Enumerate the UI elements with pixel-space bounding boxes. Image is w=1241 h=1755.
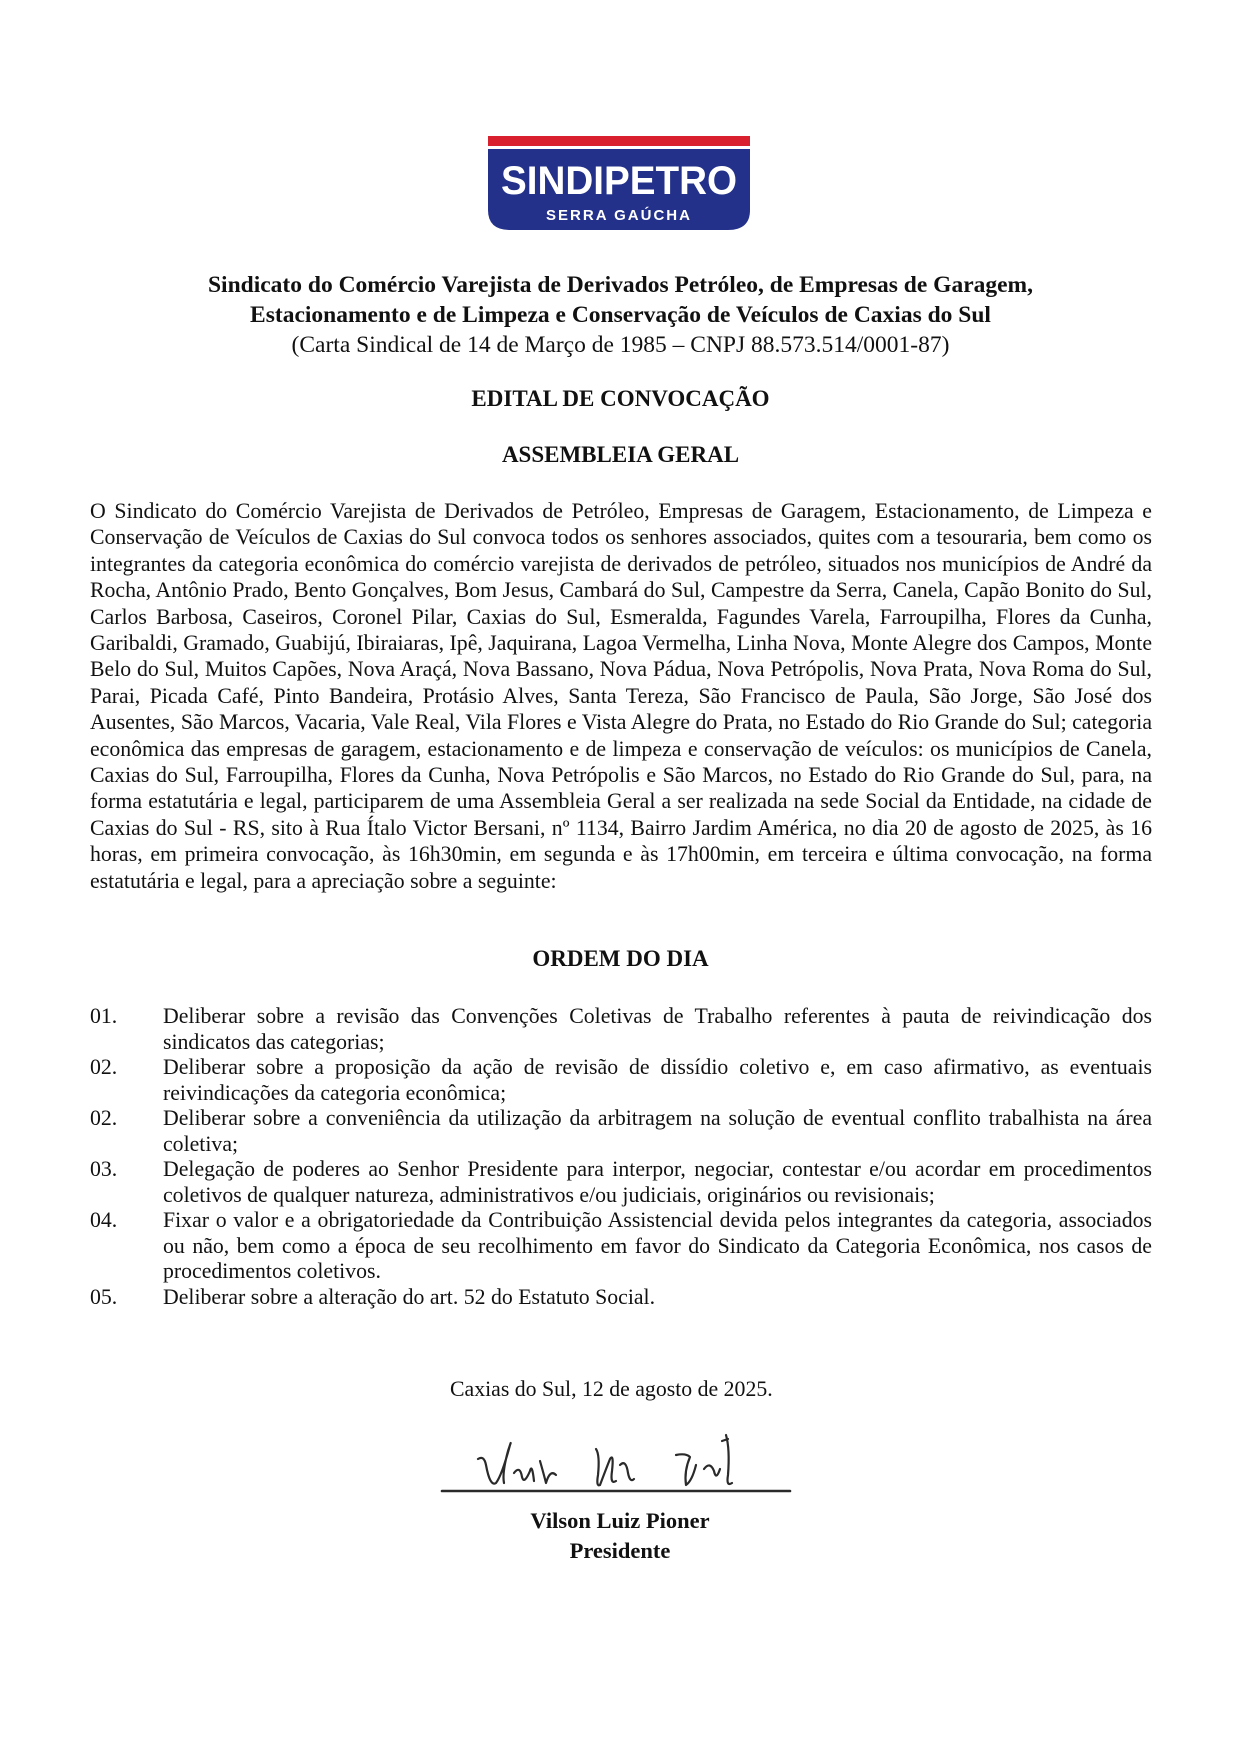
logo-red-stripe bbox=[488, 136, 750, 146]
agenda-item-number: 03. bbox=[90, 1157, 118, 1181]
agenda-item bbox=[90, 1157, 1152, 1208]
agenda-list bbox=[90, 1004, 1152, 1310]
signer-role: Presidente bbox=[569, 1538, 671, 1563]
logo-name: SINDIPETRO bbox=[501, 159, 737, 203]
agenda-item-number: 04. bbox=[90, 1208, 118, 1232]
date-place: Caxias do Sul, 12 de agosto de 2025. bbox=[450, 1377, 773, 1401]
agenda-item bbox=[90, 1004, 1152, 1055]
sindipetro-logo bbox=[488, 136, 750, 234]
agenda-item-number: 02. bbox=[90, 1106, 118, 1130]
agenda-item-text: Delegação de poderes ao Senhor Presidente para interpor, negociar, contestar e/ou acordar em procedimentos coletivos de qualquer natureza, administrativos e/ou judiciais, originários ou revisionais; bbox=[163, 1157, 1152, 1207]
document-title: EDITAL DE CONVOCAÇÃO bbox=[471, 386, 770, 411]
logo-subtitle: SERRA GAÚCHA bbox=[546, 207, 692, 224]
header-line-3: (Carta Sindical de 14 de Março de 1985 – CNPJ 88.573.514/0001-87) bbox=[291, 332, 950, 358]
agenda-item bbox=[90, 1106, 1152, 1157]
handwritten-signature bbox=[440, 1425, 800, 1503]
header-line-2: Estacionamento e de Limpeza e Conservação de Veículos de Caxias do Sul bbox=[250, 302, 991, 328]
agenda-item-number: 05. bbox=[90, 1284, 118, 1309]
convocation-body: O Sindicato do Comércio Varejista de Derivados de Petróleo, Empresas de Garagem, Estacionamento, de Limpeza e Conservação de Veículos de Caxias do Sul convoca todos os senhores associados, quites com a tesouraria, bem como os integrantes da categoria econômica do comércio varejista de derivados de petróleo, situados nos municípios de André da Rocha, Antônio Prado, Bento Gonçalves, Bom Jesus, Cambará do Sul, Campestre da Serra, Canela, Capão Bonito do Sul, Carlos Barbosa, Caseiros, Coronel Pilar, Caxias do Sul, Esmeralda, Fagundes Varela, Farroupilha, Flores da Cunha, Garibaldi, Gramado, Guabijú, Ibiraiaras, Ipê, Jaquirana, Lagoa Vermelha, Linha Nova, Monte Alegre dos Campos, Monte Belo do Sul, Muitos Capões, Nova Araçá, Nova Bassano, Nova Pádua, Nova Petrópolis, Nova Prata, Nova Roma do Sul, Parai, Picada Café, Pinto Bandeira, Protásio Alves, Santa Tereza, São Francisco de Paula, São Jorge, São José dos Ausentes, São Marcos, Vacaria, Vale Real, Vila Flores e Vista Alegre do Prata, no Estado do Rio Grande do Sul; categoria econômica das empresas de garagem, estacionamento e de limpeza e conservação de veículos: os municípios de Canela, Caxias do Sul, Farroupilha, Flores da Cunha, Nova Petrópolis e São Marcos, no Estado do Rio Grande do Sul, para, na forma estatutária e legal, participarem de uma Assembleia Geral a ser realizada na sede Social da Entidade, na cidade de Caxias do Sul - RS, sito à Rua Ítalo Victor Bersani, nº 1134, Bairro Jardim América, no dia 20 de agosto de 2025, às 16 horas, em primeira convocação, às 16h30min, em segunda e às 17h00min, em terceira e última convocação, na forma estatutária e legal, para a apreciação sobre a seguinte: bbox=[90, 499, 1152, 893]
agenda-item bbox=[90, 1055, 1152, 1106]
agenda-item-text: Deliberar sobre a alteração do art. 52 do Estatuto Social. bbox=[163, 1284, 656, 1309]
agenda-item bbox=[90, 1208, 1152, 1285]
agenda-item bbox=[90, 1285, 1152, 1311]
agenda-item-text: Deliberar sobre a conveniência da utilização da arbitragem na solução de eventual conflito trabalhista na área coletiva; bbox=[163, 1106, 1152, 1156]
agenda-item-number: 01. bbox=[90, 1004, 118, 1028]
agenda-item-text: Deliberar sobre a proposição da ação de revisão de dissídio coletivo e, em caso afirmativo, as eventuais reivindicações da categoria econômica; bbox=[163, 1055, 1152, 1105]
agenda-item-text: Deliberar sobre a revisão das Convenções Coletivas de Trabalho referentes à pauta de reivindicação dos sindicatos das categorias; bbox=[163, 1004, 1152, 1054]
document-subtitle: ASSEMBLEIA GERAL bbox=[501, 442, 740, 467]
union-header bbox=[90, 270, 1151, 360]
agenda-item-number: 02. bbox=[90, 1055, 118, 1079]
header-line-1: Sindicato do Comércio Varejista de Derivados Petróleo, de Empresas de Garagem, bbox=[207, 272, 1034, 298]
agenda-item-text: Fixar o valor e a obrigatoriedade da Contribuição Assistencial devida pelos integrantes da categoria, associados ou não, bem como a época de seu recolhimento em favor do Sindicato da Categoria Econômica, nos casos de procedimentos coletivos. bbox=[163, 1208, 1152, 1283]
signer-name: Vilson Luiz Pioner bbox=[530, 1508, 710, 1533]
agenda-title: ORDEM DO DIA bbox=[532, 946, 709, 971]
